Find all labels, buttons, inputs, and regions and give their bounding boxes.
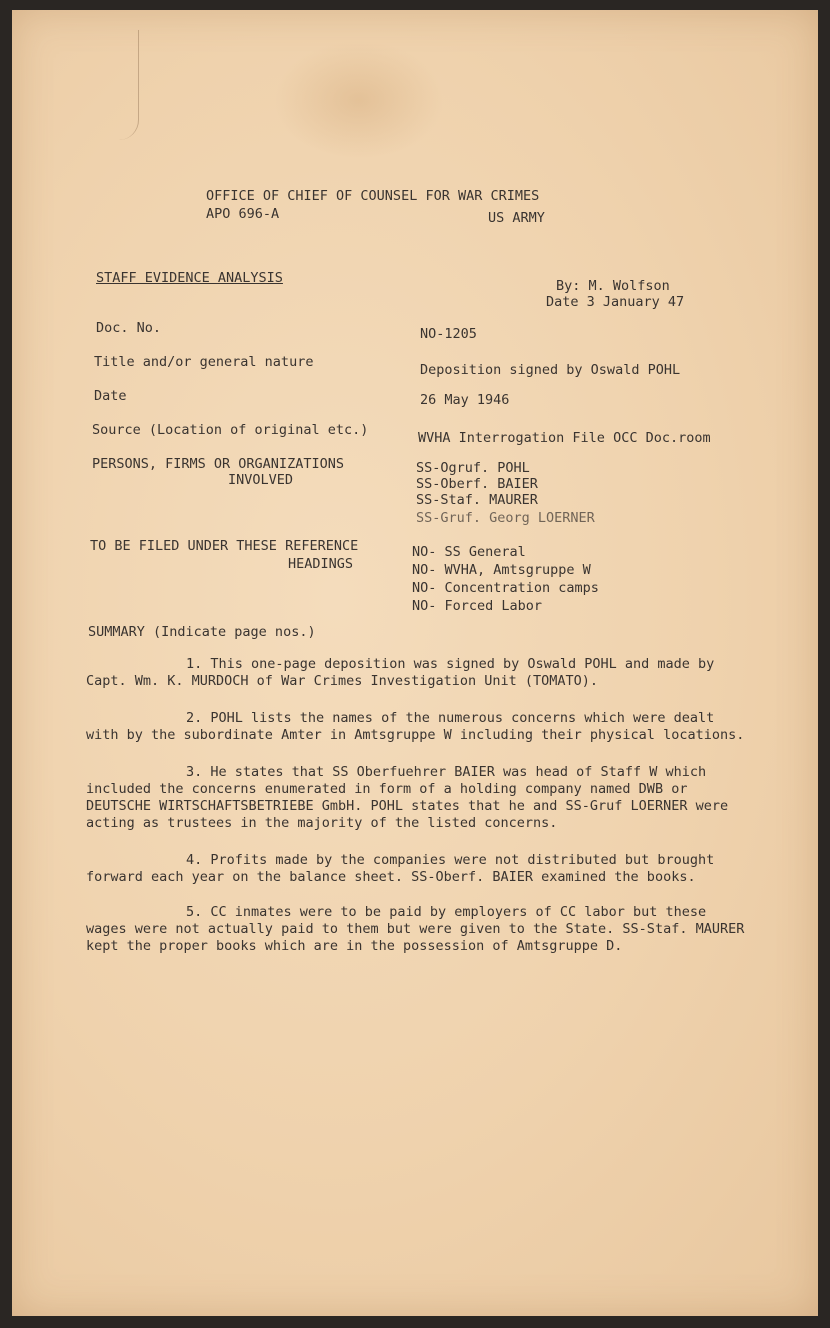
filed-heading-3: NO- Concentration camps xyxy=(412,580,599,596)
paper-crease xyxy=(112,30,139,140)
persons-label-2: INVOLVED xyxy=(228,472,294,488)
filed-heading-1: NO- SS General xyxy=(412,544,526,560)
date-label: Date xyxy=(94,388,127,404)
summary-label: SUMMARY (Indicate page nos.) xyxy=(88,624,316,640)
person-2: SS-Oberf. BAIER xyxy=(416,476,538,492)
persons-label: PERSONS, FIRMS OR ORGANIZATIONS xyxy=(92,456,344,472)
apo-line: APO 696-A xyxy=(206,206,280,222)
source-value: WVHA Interrogation File OCC Doc.room xyxy=(418,430,711,446)
summary-paragraph-2: 2. POHL lists the names of the numerous concerns which were dealt with by the subordinate Amter in Amtsgruppe W including their physical locations. xyxy=(86,710,745,743)
summary-paragraph-5: 5. CC inmates were to be paid by employers of CC labor but these wages were not actually paid to them but were given to the State. SS-Staf. MAURER kept the proper books which are in the possession of Amtsgruppe D. xyxy=(86,904,745,954)
title-label: Title and/or general nature xyxy=(94,354,314,370)
date-value: 26 May 1946 xyxy=(420,392,510,408)
filed-label: TO BE FILED UNDER THESE REFERENCE xyxy=(90,538,359,554)
analysis-title: STAFF EVIDENCE ANALYSIS xyxy=(96,270,283,286)
source-label: Source (Location of original etc.) xyxy=(92,422,369,438)
filed-heading-4: NO- Forced Labor xyxy=(412,598,543,614)
person-3: SS-Staf. MAURER xyxy=(416,492,538,508)
title-value: Deposition signed by Oswald POHL xyxy=(420,362,681,378)
office-line: OFFICE OF CHIEF OF COUNSEL FOR WAR CRIMES xyxy=(206,188,540,204)
filed-label-2: HEADINGS xyxy=(288,556,354,572)
doc-no-label: Doc. No. xyxy=(96,320,162,336)
filed-heading-2: NO- WVHA, Amtsgruppe W xyxy=(412,562,591,578)
summary-paragraph-3: 3. He states that SS Oberfuehrer BAIER was head of Staff W which included the concerns enumerated in form of a holding company named DWB or DEUTSCHE WIRTSCHAFTSBETRIEBE GmbH. POHL states that he and SS-Gruf LOERNER were acting as trustees in the majority of the listed concerns. xyxy=(86,764,729,831)
army-line: US ARMY xyxy=(488,210,545,226)
person-4: SS-Gruf. Georg LOERNER xyxy=(416,510,595,526)
doc-no-value: NO-1205 xyxy=(420,326,477,342)
water-stain xyxy=(274,40,444,160)
person-1: SS-Ogruf. POHL xyxy=(416,460,530,476)
analyst-name: By: M. Wolfson xyxy=(556,278,670,294)
summary-paragraph-4: 4. Profits made by the companies were not distributed but brought forward each year on the balance sheet. SS-Oberf. BAIER examined the books. xyxy=(86,852,715,885)
analysis-date: Date 3 January 47 xyxy=(546,294,685,310)
document-page xyxy=(12,10,818,1316)
summary-paragraph-1: 1. This one-page deposition was signed by Oswald POHL and made by Capt. Wm. K. MURDOCH of War Crimes Investigation Unit (TOMATO). xyxy=(86,656,715,689)
